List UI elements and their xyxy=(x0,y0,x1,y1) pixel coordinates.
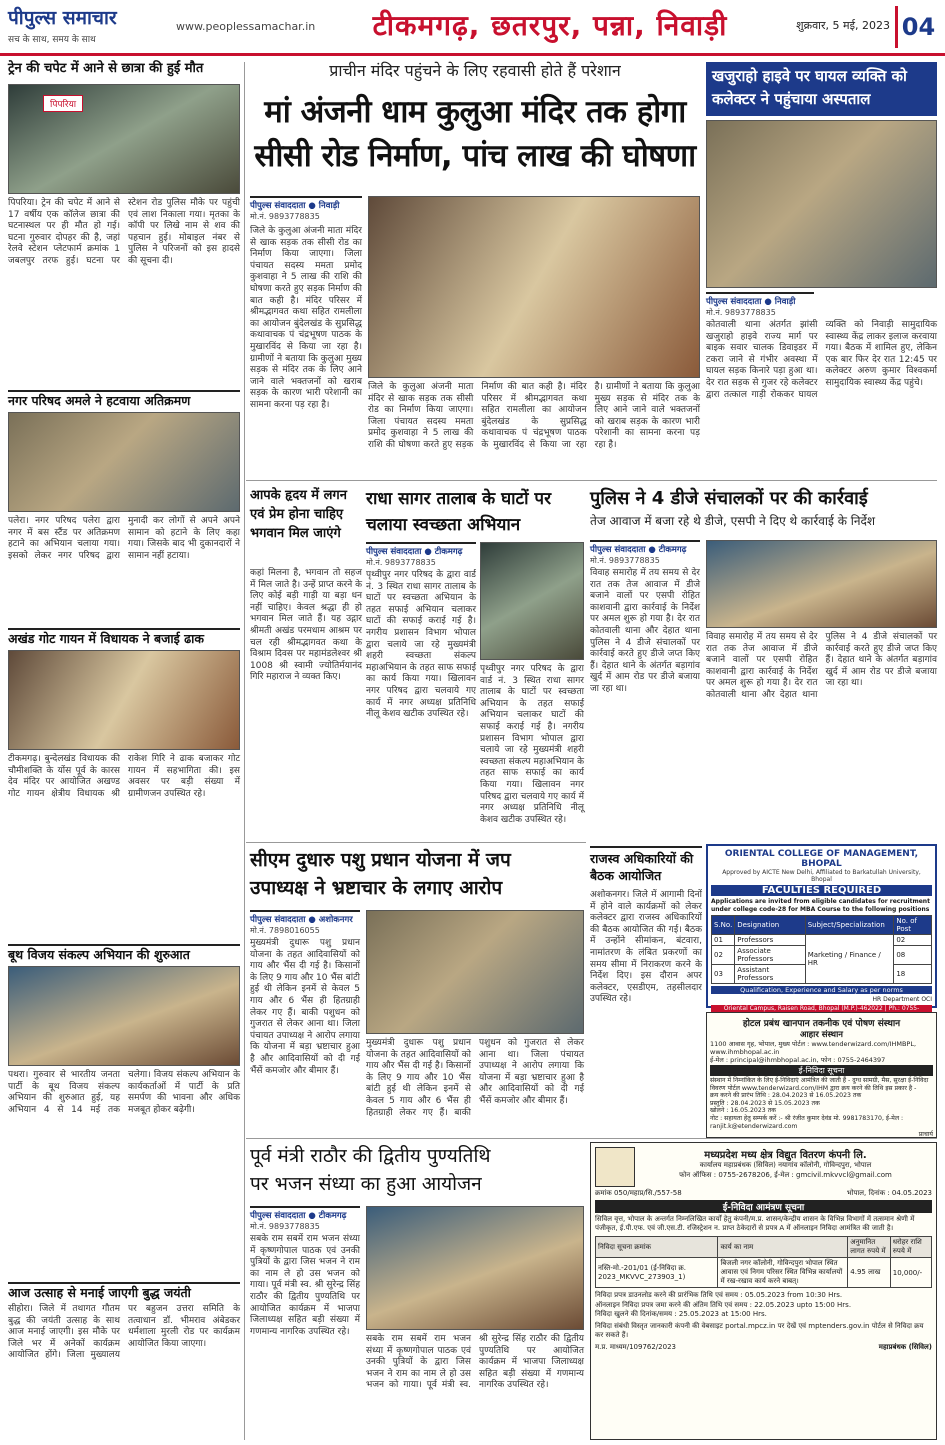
radha-sagar-body-col2: पृथ्वीपुर नगर परिषद के द्वारा वार्ड नं. 3 स्थित राधा सागर तालाब के घाटों पर स्वच्छता अभियान के तहत सफाई अभियान चलाकर घाटों की सफाई कराई गई है। नगरीय प्रशासन विभाग भोपाल द्वारा चलाये जा रहे मुख्यमंत्री शहरी स्वच्छता संकल्प महाअभियान के तहत साफ सफाई का कार्य किया गया। खिलावन नगर परिषद द्वारा चलवाये गए कार्य में नगर अध्यक्ष प्रतिनिधि नीलू केशव खटीक उपस्थित रहे। xyxy=(480,664,584,825)
story-train-accident-headline: ट्रेन की चपेट में आने से छात्रा की हुई मौत xyxy=(8,61,204,76)
tender-table: निविदा सूचना क्रमांक कार्य का नाम अनुमानित लागत रुपये में धरोहर राशि रुपये में नस्ति-मो.-201/01 (ई-निविदा क्र. 2023_MKVVC_273903_1) बिजली नगर कॉलोनी, गोविन्दपुरा भोपाल स्थित आवास एवं निगम परिसर स्थित विभिन्न कार्यालयों में रख-रखाव कार्य करने बाबत्। 4.95 लाख 10,000/- xyxy=(595,1236,932,1288)
lead-byline: पीपुल्स संवाददाता ● निवाड़ी मो.नं. 9893778835 xyxy=(250,196,362,224)
dj-action-byline: पीपुल्स संवाददाता ● टीकमगढ़ मो.नं. 9893778835 xyxy=(590,540,700,566)
bhagwat-story-body: कहां मिलना है, भगवान तो सहज में मिल जाते है। उन्हें प्राप्त करने के लिए कोई बड़ी गाड़ी या बड़ा धन नहीं चाहिए। केवल श्रद्धा ही हो भगवान मिल जाते हैं। यह उद्गार श्रीमती अखंड परमधाम आश्रम पर चल रही श्रीमद्भागवत कथा के विश्राम दिवस पर महामंडलेश्वर श्री 1008 श्री स्वामी ज्योतिर्मयानंद गिरि महाराज ने व्यक्त किए। xyxy=(250,568,362,683)
faculty-table: S.No. Designation Subject/Specialization No. of Post 01 Professors Marketing / Finance / HR 02 02 Associate Professors 08 03 Assistant Professors 18 xyxy=(711,915,932,984)
story-booth-vijay-body: पथरा। गुरुवार से भारतीय जनता पार्टी के बूथ विजय संकल्प अभियान की शुरुआत हुई, यह अभियान 4 से 14 मई तक चलेगा। विजय संकल्प अभियान के कार्यकर्ताओं में पार्टी के प्रति समर्पण की भावना और अधिक मजबूत होकर बढ़ेगी। xyxy=(8,1070,240,1115)
ad-oriental-college[interactable]: ORIENTAL COLLEGE OF MANAGEMENT, BHOPAL Approved by AICTE New Delhi, Affiliated to Barkatullah University, Bhopal FACULTIES REQUIRED Applications are invited from eligible candidates for recruitment under college code-28 for MBA Course to the following positions S.No. Designation Subject/Specialization No. of Post 01 Professors Marketing / Finance / HR 02 02 Associate Professors 08 03 Assistant Professors 18 Qualification, Experience and Salary as per norms HR Department OCI Oriental Campus, Raisen Road, Bhopal (M.P.)-462022 | Ph.: 0755- xyxy=(706,844,937,1008)
section-divider xyxy=(246,842,586,843)
bhajan-sandhya-body-col1: सबके राम सबमें राम भजन संध्या में कृष्णगोपाल पाठक एवं उनकी पुत्रियों के द्वारा जिस भजन ने राम का नाम ले हो उस भजन को गाया। पूर्व मंत्री स्व. श्री सुरेन्द्र सिंह राठौर की द्वितीय पुण्यतिथि पर आयोजित कार्यक्रम में भाजपा जिलाध्यक्ष सहित बड़ी संख्या में गणमान्य नागरिक उपस्थित रहे। xyxy=(250,1234,360,1337)
bhajan-sandhya-headline: पूर्व मंत्री राठौर की द्वितीय पुण्यतिथि पर भजन संध्या का हुआ आयोजन xyxy=(250,1145,491,1195)
radha-sagar-byline: पीपुल्स संवाददाता ● टीकमगढ़ मो.नं. 9893778835 xyxy=(366,542,476,568)
bhajan-sandhya-body-col2: सबके राम सबमें राम भजन संध्या में कृष्णगोपाल पाठक एवं उनकी पुत्रियों के द्वारा जिस भजन ने राम का नाम ले हो उस भजन को गाया। पूर्व मंत्री स्व. श्री सुरेन्द्र सिंह राठौर की द्वितीय पुण्यतिथि पर आयोजित कार्यक्रम में भाजपा जिलाध्यक्ष सहित बड़ी संख्या में गणमान्य नागरिक उपस्थित रहे। xyxy=(366,1334,584,1391)
lead-kicker: प्राचीन मंदिर पहुंचने के लिए रहवासी होते हैं परेशान xyxy=(329,61,621,80)
section-divider xyxy=(246,1138,937,1139)
dj-action-headline: पुलिस ने 4 डीजे संचालकों पर की कार्रवाई तेज आवाज में बजा रहे थे डीजे, एसपी ने दिए थे कार्रवाई के निर्देश xyxy=(590,488,876,528)
dairy-scheme-body-col2: मुख्यमंत्री दुधारू पशु प्रधान योजना के तहत आदिवासियों को गाय और भैंस दी गई है। किसानों के लिए 9 गाय और 10 भैंस बांटी हुई थी लेकिन इनमें से केवल 5 गाय और 6 भैंस ही हितग्राही लेकर गए हैं। बाकी पशुधन को गुजरात से लेकर आना था। जिला पंचायत उपाध्यक्ष ने आरोप लगाया कि योजना में बड़ा भ्रष्टाचार हुआ है और आदिवासियों को दी गई भैंसें कमजोर और बीमार हैं। xyxy=(366,1038,584,1118)
photo-buffalo-scheme xyxy=(366,910,584,1034)
dj-action-body-col1: विवाह समारोह में तय समय से देर रात तक तेज आवाज में डीजे बजाने वालों पर एसपी रोहित काशवानी द्वारा कार्रवाई के निर्देश पर अमल शुरू हो गया है। देर रात कोतवाली थाना और देहात थाना पुलिस ने 4 डीजे संचालकों पर कार्रवाई करते हुए डीजे जप्त किए हैं। देहात थाने के अंतर्गत बड़ागांव खुर्द में आम रोड पर डीजे बजाया जा रहा था। xyxy=(590,568,700,694)
collector-story-headline: खजुराहो हाइवे पर घायल व्यक्ति को कलेक्टर ने पहुंचाया अस्पताल xyxy=(706,62,937,116)
radha-sagar-headline: राधा सागर तालाब के घाटों पर चलाया स्वच्छता अभियान xyxy=(366,489,552,535)
photo-collector-hospital xyxy=(706,120,937,288)
photo-pond-ghat-cleaning xyxy=(480,542,584,660)
story-mla-dhak-headline: अखंड गोट गायन में विधायक ने बजाई ढाक xyxy=(8,628,240,646)
website-url[interactable]: www.peoplessamachar.in xyxy=(176,20,316,33)
newspaper-logo: पीपुल्स समाचार सच के साथ, समय के साथ xyxy=(8,7,117,45)
revenue-meeting-body: अशोकनगर। जिले में आगामी दिनों में होने वाले कार्यक्रमों को लेकर कलेक्टर द्वारा राजस्व अधिकारियों की बैठक आयोजित की गई। बैठक में उन्होंने सीमांकन, बंटवारा, नामांतरण के लंबित प्रकरणों का समय सीमा में निराकरण करने के निर्देश दिए। इस दौरान अपर कलेक्टर, एसडीएम, तहसीलदार उपस्थित रहे। xyxy=(590,890,702,1005)
story-buddha-jayanti-headline: आज उत्साह से मनाई जाएगी बुद्ध जयंती xyxy=(8,1282,240,1300)
photo-railway-station xyxy=(8,84,240,194)
photo-bhajan-sandhya xyxy=(366,1206,584,1330)
page-number: 04 xyxy=(895,6,939,48)
faculties-required-banner: FACULTIES REQUIRED xyxy=(711,885,932,896)
dj-action-body-col2: विवाह समारोह में तय समय से देर रात तक तेज आवाज में डीजे बजाने वालों पर एसपी रोहित काशवानी द्वारा कार्रवाई के निर्देश पर अमल शुरू हो गया है। देर रात कोतवाली थाना और देहात थाना पुलिस ने 4 डीजे संचालकों पर कार्रवाई करते हुए डीजे जप्त किए हैं। देहात थाने के अंतर्गत बड़ागांव खुर्द में आम रोड पर डीजे बजाया जा रहा था। xyxy=(706,632,937,700)
edition-date: शुक्रवार, 5 मई, 2023 xyxy=(796,19,890,32)
revenue-meeting-headline: राजस्व अधिकारियों की बैठक आयोजित xyxy=(590,846,702,886)
section-divider xyxy=(246,480,937,481)
story-booth-vijay-headline: बूथ विजय संकल्प अभियान की शुरुआत xyxy=(8,944,240,962)
bhajan-sandhya-byline: पीपुल्स संवाददाता ● टीकमगढ़ मो.नं. 9893778835 xyxy=(250,1206,360,1232)
dairy-scheme-byline: पीपुल्स संवाददाता ● अशोकनगर मो.नं. 7898016055 xyxy=(250,910,360,936)
story-mla-dhak-body: टीकमगढ़। बुन्देलखंड विधायक की चौमीशक्ति के योंस पूर्व के कारस देव मंदिर पर आयोजित अखण्ड गोट गायन क्षेत्रीय विधायक श्री राकेश गिरि ने ढाक बजाकर गोट गायन में सहभागिता की। इस अवसर पर बड़ी संख्या में ग्रामीणजन उपस्थित रहे। xyxy=(8,754,240,799)
ad-electricity-tender[interactable]: मध्यप्रदेश मध्य क्षेत्र विद्युत वितरण कंपनी लि. कार्यालय महाप्रबंधक (सिविल) नयागांव कॉलोनी, गोविन्दपुरा, भोपाल फोन ऑफिस : 0755-2678206, ई-मेल : gmcivil.mkvvcl@gmail.com क्रमांक 050/महाप्र/सि./557-58 भोपाल, दिनांक : 04.05.2023 ई-निविदा आमंत्रण सूचना सिविल वृत्त, भोपाल के अन्तर्गत निम्नलिखित कार्यों हेतु कंपनी/म.प्र. शासन/केन्द्रीय शासन के विभिन्न विभागों में तत्समान श्रेणी में पंजीकृत, ई.पी.एफ. एवं जी.एस.टी. रजिस्ट्रेशन न. प्राप्त ठेकेदारों से प्रपत्र A में ऑनलाइन निविदा आमंत्रित की जाती है। निविदा सूचना क्रमांक कार्य का नाम अनुमानित लागत रुपये में धरोहर राशि रुपये में नस्ति-मो.-201/01 (ई-निविदा क्र. 2023_MKVVC_273903_1) बिजली नगर कॉलोनी, गोविन्दपुरा भोपाल स्थित आवास एवं निगम परिसर स्थित विभिन्न कार्यालयों में रख-रखाव कार्य करने बाबत्। 4.95 लाख 10,000/- निविदा प्रपत्र डाउनलोड करने की प्रारंभिक तिथि एवं समय : 05.05.2023 from 10:30 Hrs. ऑनलाइन निविदा प्रपत्र जमा करने की अंतिम तिथि एवं समय : 22.05.2023 upto 15:00 Hrs. निविदा खुलने की दिनांक/समय : 25.05.2023 at 15:00 Hrs. निविदा संबंधी विस्तृत जानकारी कंपनी की वेबसाइट portal.mpcz.in पर देखें एवं mptenders.gov.in पोर्टल से निविदा क्रय कर सकते हैं। म.प्र. माध्यम/109762/2023 महाप्रबंधक (सिविल) xyxy=(590,1142,937,1440)
story-encroachment-headline: नगर परिषद अमले ने हटवाया अतिक्रमण xyxy=(8,390,240,408)
story-buddha-jayanti-body: सीहोरा। जिले में तथागत गौतम बुद्ध की जयंती उत्साह के साथ आज मनाई जाएगी। इस मौके पर जिले भर में अनेकों कार्यक्रम आयोजित होंगे। जिला मुख्यालय पर बहुजन उत्तरा समिति के तत्वाधान डॉ. भीमराव अंबेडकर धर्मशाला मुरली रोड पर कार्यक्रम आयोजित किया जाएगा। xyxy=(8,1304,240,1361)
story-train-accident-body: पिपरिया। ट्रेन की चपेट में आने से 17 वर्षीय एक कॉलेज छात्रा की घटनास्थल पर ही मौत हो गई। घटना गुरुवार दोपहर की है, जहां रेलवे स्टेशन प्लेटफार्म क्रमांक 1 जबलपुर तरफ हुई। घटना पर स्टेशन रोड पुलिस मौके पर पहुंची एवं लाश निकाला गया। मृतका के कॉपी पर लिखे नाम से शव की पहचान हुई। मोबाइल नंबर से पुलिस ने परिजनों को इस हादसे की सूचना दी। xyxy=(8,198,240,266)
column-divider xyxy=(244,62,245,1440)
station-sign: पिपरिया xyxy=(43,95,83,112)
collector-story-body: कोतवाली थाना अंतर्गत झांसी खजुराहो हाइवे राज्य मार्ग पर बाइक सवार चालक डिवाइडर में टकरा जाने से गंभीर अवस्था में घायल सड़क किनारे पड़ा हुआ था। देर रात सड़क से गुजर रहे कलेक्टर द्वारा तत्काल गाड़ी रोककर घायल व्यक्ति को निवाड़ी सामुदायिक स्वास्थ्य केंद्र लाकर इलाज करवाया गया। बैठक में शामिल हुए, लेकिन एक बार फिर देर रात 12:45 पर कलेक्टर अरुण कुमार विश्वकर्मा सामुदायिक स्वास्थ्य केंद्र पहुंचे। xyxy=(706,320,937,400)
bhagwat-story-headline: आपके हृदय में लगन एवं प्रेम होना चाहिए भगवान मिल जाएंगे xyxy=(250,488,347,541)
story-encroachment-body: पलेरा। नगर परिषद पलेरा द्वारा नगर में बस स्टैंड पर अतिक्रमण हटाने का अभियान चलाया गया। इसको लेकर नगर परिषद द्वारा मुनादी कर लोगों से अपने अपने सामान को हटाने के लिए कहा गया। जिसके बाद भी दुकानदारों ने सामान नहीं हटाया। xyxy=(8,516,240,561)
photo-encroachment-removal xyxy=(8,412,240,512)
collector-byline: पीपुल्स संवाददाता ● निवाड़ी मो.नं. 9893778835 xyxy=(706,292,814,318)
radha-sagar-body-col1: पृथ्वीपुर नगर परिषद के द्वारा वार्ड नं. 3 स्थित राधा सागर तालाब के घाटों पर स्वच्छता अभियान के तहत सफाई अभियान चलाकर घाटों की सफाई कराई गई है। नगरीय प्रशासन विभाग भोपाल द्वारा चलाये जा रहे मुख्यमंत्री शहरी स्वच्छता संकल्प महाअभियान के तहत साफ सफाई का कार्य किया गया। खिलावन नगर परिषद द्वारा चलवाये गए कार्य में नगर अध्यक्ष प्रतिनिधि नीलू केशव खटीक उपस्थित रहे। xyxy=(366,570,476,720)
photo-temple-ceremony xyxy=(368,196,700,378)
ad-hotel-management-tender[interactable]: होटल प्रबंध खानपान तकनीक एवं पोषण संस्थान आहार संस्थान 1100 आवास गृह, भोपाल, मुख्य पोर्टल : www.tenderwizard.com/IHMBPL, www.ihmbhopal.ac.in ई-मेल : principal@ihmbhopal.ac.in, फोन : 0755-2464397 ई-निविदा सूचना संस्थान में निम्नांकित के लिए ई-निविदाएं आमंत्रित की जाती हैं - दुग्ध सामग्री, मैस, सुरक्षा ई-निविदा विवरण पोर्टल www.tenderwizard.com/IHM द्वारा क्रय करने की तिथि इस प्रकार है - क्रय करने की प्रारंभ तिथि : 28.04.2023 से 16.05.2023 तक प्रस्तुति : 28.04.2023 से 15.05.2023 तक खोलने : 16.05.2023 तक नोट : सहायता हेतु सम्पर्क करें :- श्री रंजीत कुमार देवंड मो. 9981783170, ई-मेल : ranjit.k@etenderwizard.com प्राचार्य xyxy=(706,1012,937,1138)
masthead xyxy=(0,0,945,56)
lead-body-col1: जिले के कुलुआ अंजनी माता मंदिर से खाक सड़क तक सीसी रोड का निर्माण किया जाएगा। जिला पंचायत सदस्य ममता प्रमोद कुशवाहा ने 5 लाख की राशि की घोषणा करते हुए सड़क निर्माण की बात कही है। मंदिर परिसर में श्रीमद्भागवत कथा सहित रामलीला का आयोजन बुंदेलखंड के सुप्रसिद्ध कथावाचक पं चंद्रभूषण पाठक के मुखारविंद से किया जा रहा है। ग्रामीणों ने बताया कि कुलुआ मुख्य सड़क से मंदिर तक के लिए आने जाने वाले भक्तजनों को खराब सड़क के कारण भारी परेशानी का सामना करना पड़ रहा है। xyxy=(250,226,362,410)
photo-seized-dj xyxy=(706,540,937,628)
section-title: टीकमगढ़, छतरपुर, पन्ना, निवाड़ी xyxy=(372,9,728,42)
photo-booth-vijay-meeting xyxy=(8,966,240,1066)
photo-mla-dhak xyxy=(8,650,240,750)
dairy-scheme-headline: सीएम दुधारु पशु प्रधान योजना में जप उपाध्यक्ष ने भ्रष्टाचार के लगाए आरोप xyxy=(250,849,511,899)
lead-headline: मां अंजनी धाम कुलुआ मंदिर तक होगा सीसी रोड निर्माण, पांच लाख की घोषणा xyxy=(254,94,696,174)
lead-body-col2: जिले के कुलुआ अंजनी माता मंदिर से खाक सड़क तक सीसी रोड का निर्माण किया जाएगा। जिला पंचायत सदस्य ममता प्रमोद कुशवाहा ने 5 लाख की राशि की घोषणा करते हुए सड़क निर्माण की बात कही है। मंदिर परिसर में श्रीमद्भागवत कथा सहित रामलीला का आयोजन बुंदेलखंड के सुप्रसिद्ध कथावाचक पं चंद्रभूषण पाठक के मुखारविंद से किया जा रहा है। ग्रामीणों ने बताया कि कुलुआ मुख्य सड़क से मंदिर तक के लिए आने जाने वाले भक्तजनों को खराब सड़क के कारण भारी परेशानी का सामना करना पड़ रहा है। xyxy=(368,382,700,450)
dairy-scheme-body-col1: मुख्यमंत्री दुधारू पशु प्रधान योजना के तहत आदिवासियों को गाय और भैंस दी गई है। किसानों के लिए 9 गाय और 10 भैंस बांटी हुई थी लेकिन इनमें से केवल 5 गाय और 6 भैंस ही हितग्राही लेकर गए हैं। बाकी पशुधन को गुजरात से लेकर आना था। जिला पंचायत उपाध्यक्ष ने आरोप लगाया कि योजना में बड़ा भ्रष्टाचार हुआ है और आदिवासियों को दी गई भैंसें कमजोर और बीमार हैं। xyxy=(250,938,360,1076)
company-emblem-icon xyxy=(595,1147,635,1187)
